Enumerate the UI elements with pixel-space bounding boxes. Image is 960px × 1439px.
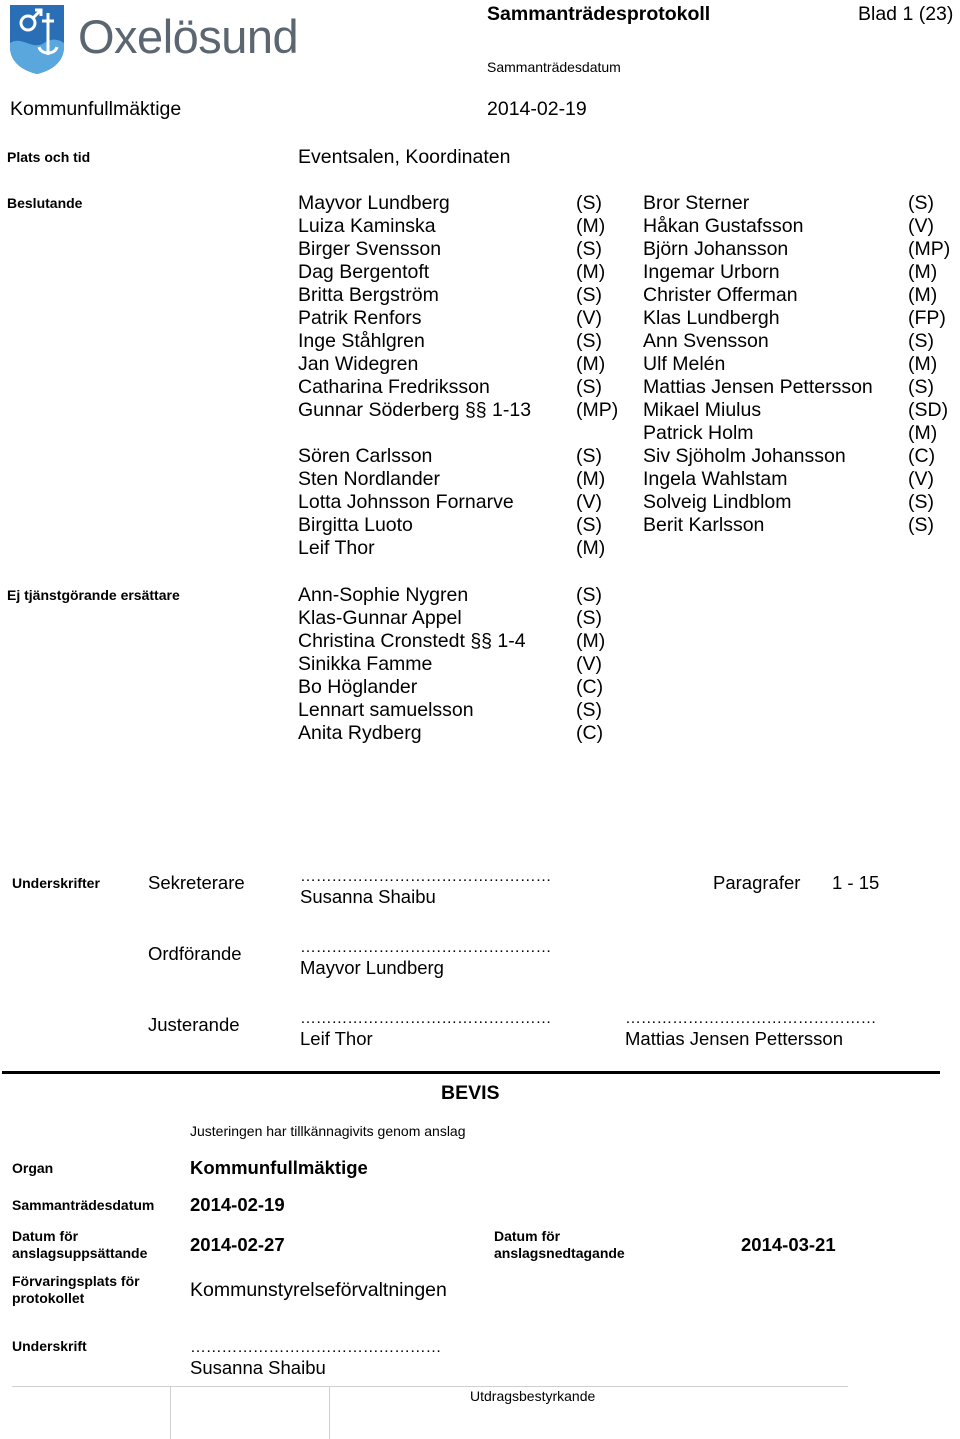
member-name: Mattias Jensen Pettersson <box>643 376 873 398</box>
paragraphs-label: Paragrafer <box>713 872 801 893</box>
substitute-party: (V) <box>576 653 602 675</box>
member-party: (M) <box>576 353 606 375</box>
member-name: Ann Svensson <box>643 330 769 352</box>
member-party: (V) <box>908 468 934 490</box>
member-party: (M) <box>908 284 938 306</box>
certificate-signature-line: ………………………………………… <box>190 1340 442 1356</box>
storage-label <box>12 1273 140 1307</box>
member-row <box>643 353 938 376</box>
substitute-party: (C) <box>576 676 604 698</box>
chair-role: Ordförande <box>148 943 242 964</box>
member-name: Dag Bergentoft <box>298 261 430 283</box>
member-row <box>643 238 951 261</box>
member-name: Patrick Holm <box>643 422 754 444</box>
certificate-signature-name: Susanna Shaibu <box>190 1357 326 1378</box>
member-name: Klas Lundbergh <box>643 307 780 329</box>
member-name: Birgitta Luoto <box>298 514 413 536</box>
posted-date-value: 2014-02-27 <box>190 1234 285 1255</box>
certificate-title: BEVIS <box>441 1082 500 1104</box>
member-party: (V) <box>576 491 602 513</box>
place-label: Plats och tid <box>7 149 91 165</box>
member-name: Britta Bergström <box>298 284 439 306</box>
member-name: Mayvor Lundberg <box>298 192 450 214</box>
member-row <box>643 376 934 399</box>
adjuster-role: Justerande <box>148 1014 240 1035</box>
member-row <box>298 376 602 399</box>
substitute-name: Sinikka Famme <box>298 653 433 675</box>
place-value: Eventsalen, Koordinaten <box>298 146 511 168</box>
meeting-date: 2014-02-19 <box>487 98 587 120</box>
member-party: (S) <box>576 284 602 306</box>
member-name: Håkan Gustafsson <box>643 215 804 237</box>
removed-date-label <box>494 1228 625 1262</box>
adjuster1-name: Leif Thor <box>300 1028 373 1049</box>
member-party: (C) <box>908 445 936 467</box>
secretary-signature-line: ………………………………………… <box>300 869 552 885</box>
member-row <box>643 422 938 445</box>
member-row <box>643 468 934 491</box>
logo <box>8 3 328 75</box>
section-divider <box>2 1071 940 1074</box>
substitutes-label: Ej tjänstgörande ersättare <box>7 587 180 603</box>
member-name: Mikael Miulus <box>643 399 762 421</box>
substitute-name: Ann-Sophie Nygren <box>298 584 469 606</box>
member-name: Jan Widegren <box>298 353 419 375</box>
member-row <box>643 215 934 238</box>
member-name: Catharina Fredriksson <box>298 376 490 398</box>
substitute-row <box>298 607 602 630</box>
member-row <box>298 491 602 514</box>
member-row <box>298 261 606 284</box>
organ-label: Organ <box>12 1160 54 1176</box>
member-row <box>643 192 934 215</box>
logo-wordmark: Oxelösund <box>78 10 299 63</box>
substitute-party: (S) <box>576 584 602 606</box>
member-row <box>643 491 934 514</box>
certificate-date-label: Sammanträdesdatum <box>12 1197 155 1213</box>
member-name: Ulf Melén <box>643 353 726 375</box>
certificate-intro: Justeringen har tillkännagivits genom anslag <box>190 1123 466 1139</box>
member-name: Birger Svensson <box>298 238 442 260</box>
signatures-label: Underskrifter <box>12 875 100 891</box>
member-party: (S) <box>576 445 602 467</box>
substitute-name: Bo Höglander <box>298 676 418 698</box>
member-row <box>298 215 606 238</box>
member-name: Bror Sterner <box>643 192 750 214</box>
member-row <box>298 284 602 307</box>
member-row <box>298 468 606 491</box>
member-row <box>643 514 934 537</box>
member-name: Ingemar Urborn <box>643 261 780 283</box>
substitute-name: Christina Cronstedt §§ 1-4 <box>298 630 526 652</box>
member-party: (S) <box>576 192 602 214</box>
member-row <box>298 514 602 537</box>
member-name: Sören Carlsson <box>298 445 433 467</box>
member-name: Christer Offerman <box>643 284 798 306</box>
chair-name: Mayvor Lundberg <box>300 957 444 978</box>
member-row <box>298 353 606 376</box>
posted-date-label-line1: Datum för <box>12 1228 79 1244</box>
member-row <box>643 445 936 468</box>
body-name: Kommunfullmäktige <box>10 98 182 120</box>
member-name: Gunnar Söderberg §§ 1-13 <box>298 399 532 421</box>
member-row <box>298 330 602 353</box>
member-party: (MP) <box>576 399 619 421</box>
member-name: Siv Sjöholm Johansson <box>643 445 846 467</box>
member-row <box>298 445 602 468</box>
removed-date-value: 2014-03-21 <box>741 1234 836 1255</box>
substitute-party: (C) <box>576 722 604 744</box>
substitute-row <box>298 722 604 745</box>
member-party: (S) <box>576 238 602 260</box>
adjuster2-name: Mattias Jensen Pettersson <box>625 1028 843 1049</box>
substitute-name: Lennart samuelsson <box>298 699 474 721</box>
signature-label: Underskrift <box>12 1338 87 1354</box>
member-party: (M) <box>908 422 938 444</box>
removed-date-label-line1: Datum för <box>494 1228 561 1244</box>
member-party: (V) <box>576 307 602 329</box>
member-name: Lotta Johnsson Fornarve <box>298 491 514 513</box>
member-party: (M) <box>908 261 938 283</box>
footer-line <box>12 1386 848 1387</box>
member-name: Leif Thor <box>298 537 375 559</box>
member-row <box>643 330 934 353</box>
secretary-role: Sekreterare <box>148 872 245 893</box>
member-row <box>643 284 938 307</box>
substitute-party: (S) <box>576 607 602 629</box>
page-number: Blad 1 (23) <box>858 3 954 25</box>
member-party: (S) <box>576 376 602 398</box>
member-party: (M) <box>576 261 606 283</box>
adjuster1-signature-line: ………………………………………… <box>300 1011 552 1027</box>
member-row <box>643 399 949 422</box>
posted-date-label <box>12 1228 147 1262</box>
crest-icon <box>8 3 66 75</box>
member-party: (S) <box>908 330 934 352</box>
storage-label-line2: protokollet <box>12 1290 85 1306</box>
substitute-party: (S) <box>576 699 602 721</box>
member-party: (S) <box>908 192 934 214</box>
substitute-name: Anita Rydberg <box>298 722 422 744</box>
member-name: Luiza Kaminska <box>298 215 436 237</box>
member-row <box>643 261 938 284</box>
member-party: (S) <box>908 514 934 536</box>
member-party: (S) <box>576 514 602 536</box>
member-party: (M) <box>576 537 606 559</box>
member-party: (M) <box>576 215 606 237</box>
member-party: (V) <box>908 215 934 237</box>
substitute-row <box>298 653 602 676</box>
substitute-party: (M) <box>576 630 606 652</box>
footer-cell-divider <box>170 1387 171 1439</box>
substitute-row <box>298 699 602 722</box>
extract-certification-label: Utdragsbestyrkande <box>470 1388 596 1404</box>
member-party: (MP) <box>908 238 951 260</box>
member-name: Solveig Lindblom <box>643 491 792 513</box>
meeting-date-label: Sammanträdesdatum <box>487 59 621 75</box>
substitute-row <box>298 584 602 607</box>
secretary-name: Susanna Shaibu <box>300 886 436 907</box>
adjuster2-signature-line: ………………………………………… <box>625 1011 877 1027</box>
posted-date-label-line2: anslagsuppsättande <box>12 1245 148 1261</box>
chair-signature-line: ………………………………………… <box>300 940 552 956</box>
member-party: (S) <box>576 330 602 352</box>
member-row <box>298 537 606 560</box>
member-party: (S) <box>908 491 934 513</box>
document-type: Sammanträdesprotokoll <box>487 3 711 25</box>
member-row <box>643 307 946 330</box>
member-name: Björn Johansson <box>643 238 789 260</box>
removed-date-label-line2: anslagsnedtagande <box>494 1245 625 1261</box>
member-party: (M) <box>908 353 938 375</box>
member-name: Patrik Renfors <box>298 307 422 329</box>
member-name: Inge Ståhlgren <box>298 330 425 352</box>
storage-label-line1: Förvaringsplats för <box>12 1273 140 1289</box>
footer-cell-divider <box>329 1387 330 1439</box>
certificate-date-value: 2014-02-19 <box>190 1194 285 1215</box>
member-name: Ingela Wahlstam <box>643 468 788 490</box>
member-row <box>298 307 602 330</box>
substitute-row <box>298 630 606 653</box>
storage-value: Kommunstyrelseförvaltningen <box>190 1279 447 1301</box>
paragraphs-value: 1 - 15 <box>832 872 880 893</box>
member-name: Berit Karlsson <box>643 514 765 536</box>
members-label: Beslutande <box>7 195 83 211</box>
member-party: (S) <box>908 376 934 398</box>
member-row <box>298 399 619 422</box>
member-party: (FP) <box>908 307 946 329</box>
member-name: Sten Nordlander <box>298 468 441 490</box>
organ-value: Kommunfullmäktige <box>190 1157 368 1178</box>
member-party: (M) <box>576 468 606 490</box>
member-row <box>298 238 602 261</box>
member-party: (SD) <box>908 399 949 421</box>
member-row <box>298 192 602 215</box>
substitute-row <box>298 676 604 699</box>
substitute-name: Klas-Gunnar Appel <box>298 607 462 629</box>
